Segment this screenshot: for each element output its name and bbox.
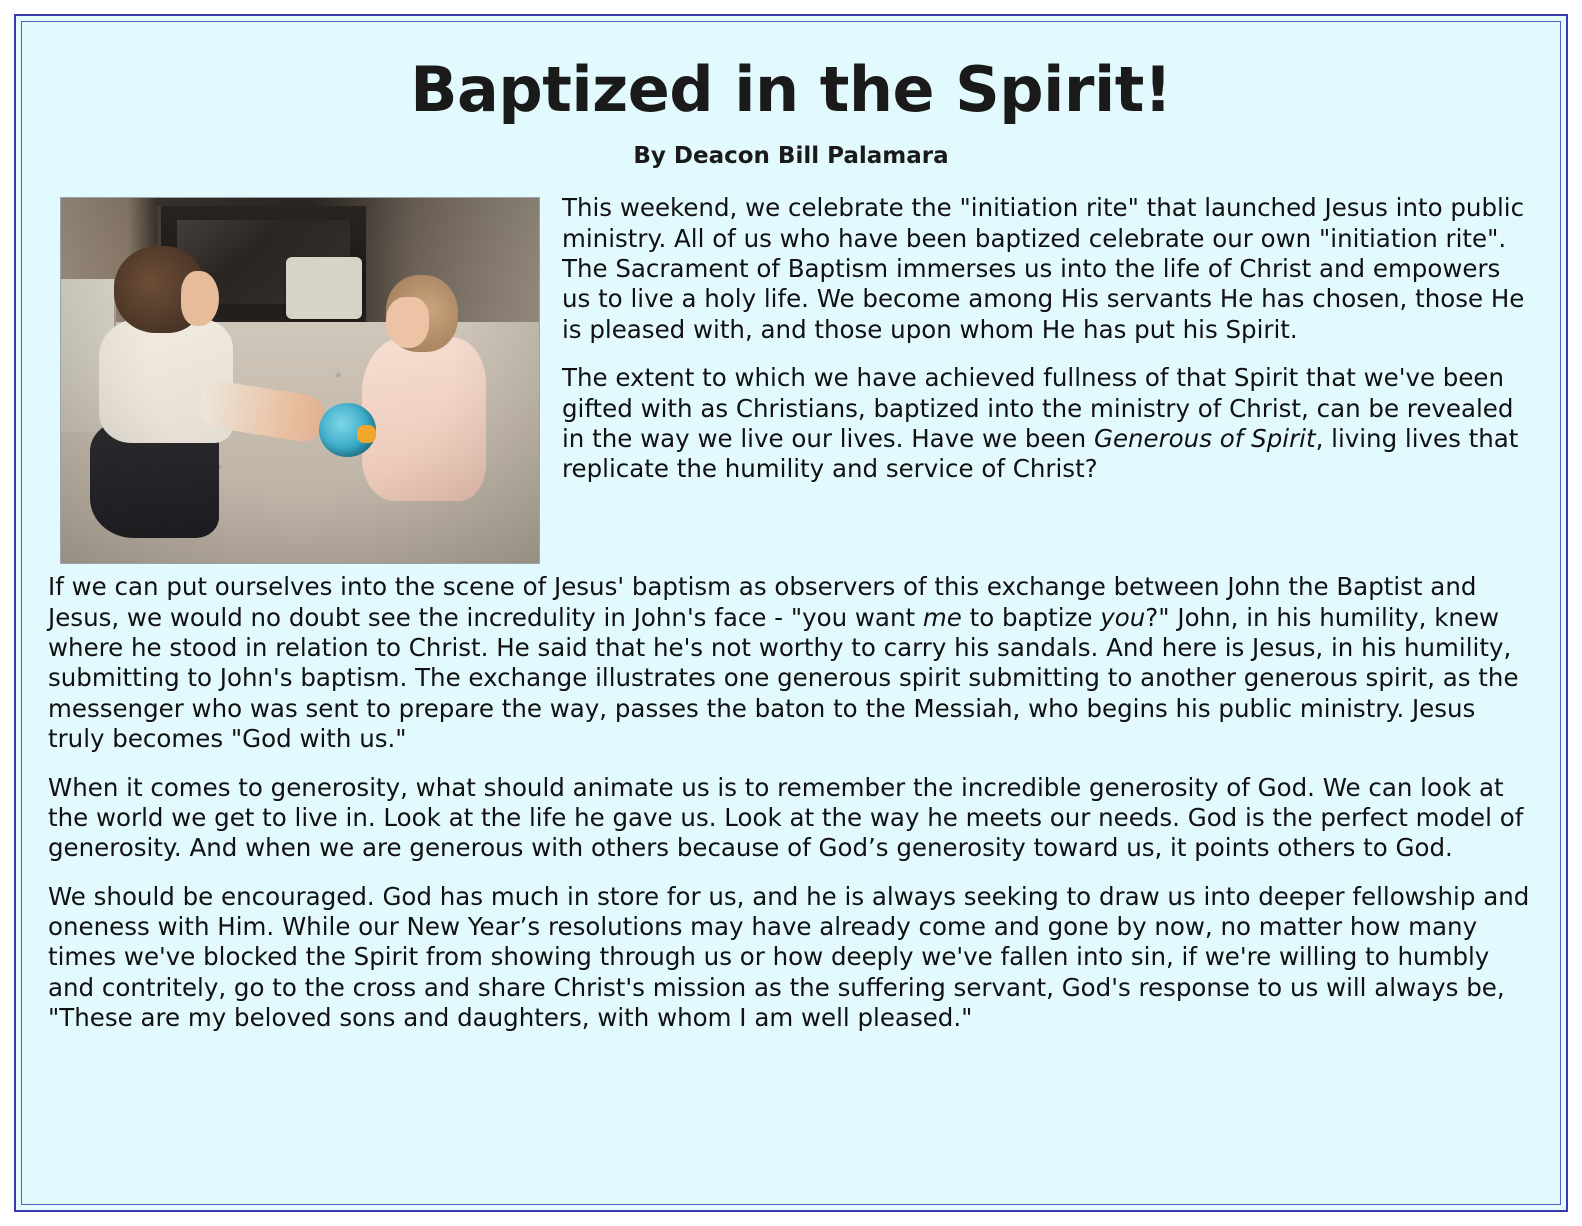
paragraph-2-part-a: The extent to which we have achieved fullness of that Spirit that we've been gifted with as Christians, baptized into the ministry of Christ, can be revealed in the way we live our lives. Have we been [562, 363, 1514, 453]
paragraph-3-part-b: to baptize [961, 602, 1101, 632]
article-lower-section [48, 570, 1534, 1033]
paragraph-5: We should be encouraged. God has much in store for us, and he is always seeking to draw us into deeper fellowship and oneness with Him. While our New Year’s resolutions may have already come and gone by now, no matter how many times we've blocked the Spirit from showing through us or how deeply we've fallen into sin, if we're willing to humbly and contritely, go to the cross and share Christ's mission as the suffering servant, God's response to us will always be, "These are my beloved sons and daughters, with whom I am well pleased." [48, 881, 1530, 1033]
paragraph-2-emphasis: Generous of Spirit [1093, 423, 1316, 453]
article-photo [60, 197, 540, 564]
photo-vignette [61, 198, 539, 563]
page-inner-border [21, 21, 1561, 1205]
paragraph-3-emphasis-you: you [1100, 602, 1146, 632]
article-top-section [48, 193, 1534, 570]
page-outer-border [14, 14, 1568, 1212]
paragraph-3-emphasis-me: me [922, 602, 962, 632]
paragraph-4: When it comes to generosity, what should animate us is to remember the incredible generosity of God. We can look at the world we get to live in. Look at the life he gave us. Look at the way he meets our needs. God is the perfect model of generosity. And when we are generous with others because of God’s generosity toward us, it points others to God. [48, 772, 1524, 863]
page-title: Baptized in the Spirit! [410, 53, 1172, 126]
paragraph-3-part-a: If we can put ourselves into the scene of Jesus' baptism as observers of this exchange between John the Baptist and Jesus, we would no doubt see the incredulity in John's face - "you want [48, 572, 1477, 632]
paragraph-3 [48, 572, 1534, 754]
paragraph-2-part-b: , living lives that replicate the humility and service of Christ? [562, 423, 1519, 484]
author-byline: By Deacon Bill Palamara [633, 143, 949, 170]
paragraph-3-part-c: ?" John, in his humility, knew where he stood in relation to Christ. He said that he's not worthy to carry his sandals. And here is Jesus, in his humility, submitting to John's baptism. The exchange illustrates one generous spirit submitting to another generous spirit, as the messenger who was sent to prepare the way, passes the baton to the Messiah, who begins his public ministry. Jesus truly becomes "God with us." [48, 602, 1519, 754]
paragraph-1: This weekend, we celebrate the "initiation rite" that launched Jesus into public ministry. All of us who have been baptized celebrate our own "initiation rite". The Sacrament of Baptism immerses us into the life of Christ and empowers us to live a holy life. We become among His servants He has chosen, those He is pleased with, and those upon whom He has put his Spirit. [562, 193, 1525, 344]
